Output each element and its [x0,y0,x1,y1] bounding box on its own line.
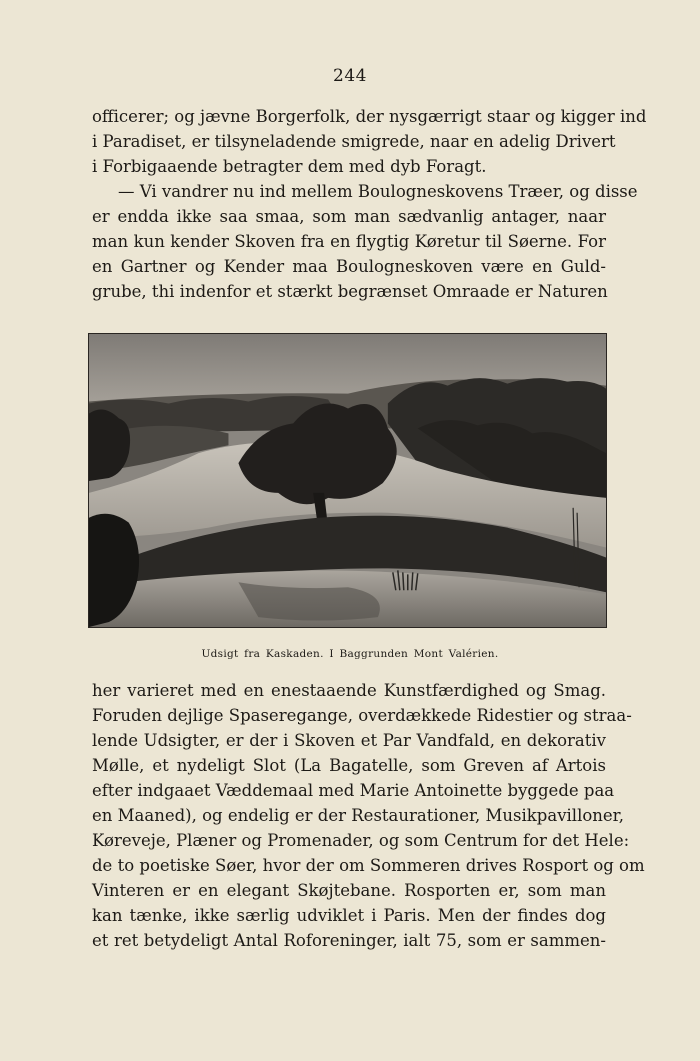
text-line: i Paradiset, er tilsyneladende smigrede, naar en adelig Drivert [92,132,616,151]
park-lake-illustration [89,334,606,627]
landscape-photo [88,333,607,628]
text-line: en Gartner og Kender maa Boulogneskoven være en Guld- [92,257,606,276]
text-line: i Forbigaaende betragter dem med dyb Foragt. [92,157,487,176]
text-line: Mølle, et nydeligt Slot (La Bagatelle, som Greven af Artois [92,756,606,775]
text-line: man kun kender Skoven fra en flygtig Køretur til Søerne. For [92,232,606,251]
text-line: officerer; og jævne Borgerfolk, der nysgærrigt staar og kigger ind [92,107,647,126]
text-line: her varieret med en enestaaende Kunstfærdighed og Smag. [92,681,606,700]
page-number: 244 [333,66,367,86]
body-text-top [92,104,647,304]
text-line: er endda ikke saa smaa, som man sædvanlig antager, naar [92,207,606,226]
text-line: kan tænke, ikke særlig udviklet i Paris. Men der findes dog [92,906,606,925]
text-line: efter indgaaet Væddemaal med Marie Antoinette byggede paa [92,781,615,800]
text-line: grube, thi indenfor et stærkt begrænset Omraade er Naturen [92,282,608,301]
text-line: de to poetiske Søer, hvor der om Sommeren drives Rosport og om [92,856,645,875]
text-line: lende Udsigter, er der i Skoven et Par Vandfald, en dekorativ [92,731,606,750]
text-line: Køreveje, Plæner og Promenader, og som Centrum for det Hele: [92,831,630,850]
body-text-bottom [92,678,645,953]
text-line: en Maaned), og endelig er der Restaurationer, Musikpavilloner, [92,806,624,825]
text-line: et ret betydeligt Antal Roforeninger, ialt 75, som er sammen- [92,931,606,950]
text-line: Foruden dejlige Spaseregange, overdækkede Ridestier og straa- [92,706,632,725]
text-line: Vinteren er en elegant Skøjtebane. Rosporten er, som man [92,881,606,900]
text-line: — Vi vandrer nu ind mellem Boulogneskovens Træer, og disse [118,182,638,201]
figure-caption: Udsigt fra Kaskaden. I Baggrunden Mont Valérien. [201,648,499,660]
